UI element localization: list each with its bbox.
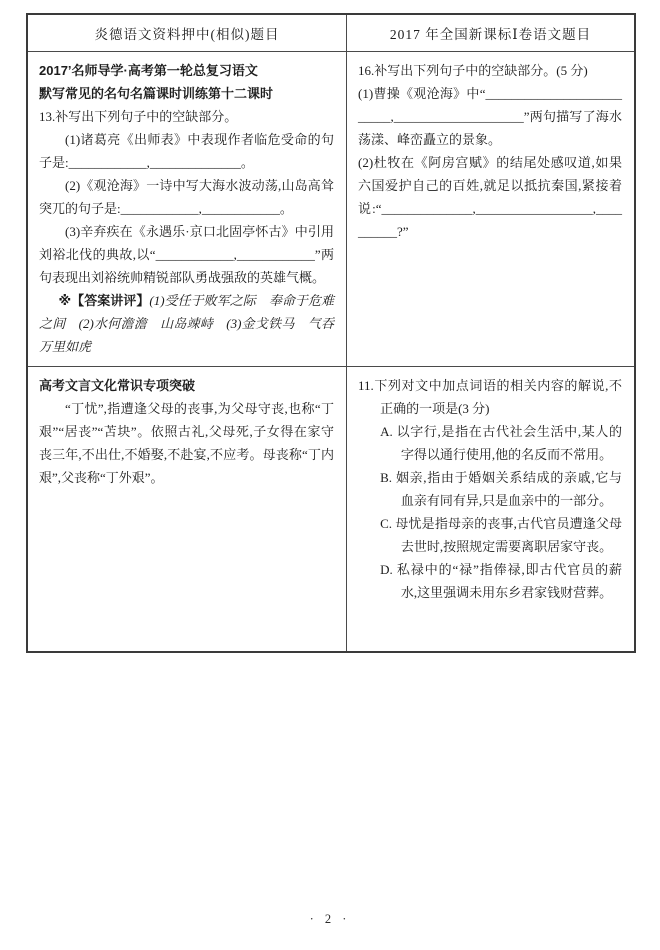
header-cell-left: [28, 15, 347, 51]
answer-commentary: [39, 289, 334, 358]
answer-commentary-text: (1)受任于败军之际 奉命于危难之间 (2)水何澹澹 山岛竦峙 (3)金戈铁马 气吞万里如虎: [39, 293, 334, 354]
option-a-letter: A.: [380, 424, 393, 439]
book-title-line2: 默写常见的名句名篇课时训练第十二课时: [39, 86, 274, 101]
culture-section-title: 高考文言文化常识专项突破: [39, 378, 196, 393]
option-c-text: 母忧是指母亲的丧事,古代官员遭逢父母去世时,按照规定需要离职居家守丧。: [395, 516, 622, 554]
option-b-letter: B.: [380, 470, 393, 485]
option-c-letter: C.: [380, 516, 393, 531]
question-11-stem: 11.下列对文中加点词语的相关内容的解说,不正确的一项是(3 分): [358, 378, 622, 416]
table-header-row: [28, 15, 634, 51]
question-16-item-2: (2)杜牧在《阿房宫赋》的结尾处感叹道,如果六国爱护自己的百姓,就足以抵抗秦国,紧接着说:“______________,__________________,__________?”: [358, 155, 622, 239]
question-16-item-1: (1)曹操《观沧海》中“__________________________,____________________”两句描写了海水荡漾、峰峦矗立的景象。: [358, 86, 622, 147]
cell-dictation-right: [347, 52, 634, 366]
question-11-option-a: [380, 420, 622, 466]
question-13-stem: 13.补写出下列句子中的空缺部分。: [39, 109, 238, 124]
header-left-title: 炎德语文资料押中(相似)题目: [94, 27, 280, 42]
cell-dictation-left: [28, 52, 347, 366]
option-b-text: 姻亲,指由于婚姻关系结成的亲戚,它与血亲有同有异,只是血亲中的一部分。: [395, 470, 622, 508]
question-13-item-1: (1)诸葛亮《出师表》中表现作者临危受命的句子是:____________,______________。: [39, 132, 334, 170]
header-right-title: 2017 年全国新课标Ⅰ卷语文题目: [389, 27, 592, 42]
option-a-text: 以字行,是指在古代社会生活中,某人的字得以通行使用,他的名反而不常用。: [396, 424, 622, 462]
question-13-item-3: (3)辛弃疾在《永遇乐·京口北固亭怀古》中引用刘裕北伐的典故,以“____________,____________”两句表现出刘裕统帅精锐部队勇战强敌的英雄气概。: [39, 224, 334, 285]
table-row-culture: [28, 366, 634, 651]
answer-commentary-label: ※【答案讲评】: [58, 293, 150, 308]
question-11-option-b: [380, 466, 622, 512]
cell-culture-left: [28, 367, 347, 651]
table-row-dictation: [28, 51, 634, 366]
option-d-letter: D.: [380, 562, 393, 577]
question-16-stem: 16.补写出下列句子中的空缺部分。(5 分): [358, 63, 588, 78]
book-title-line1: 2017’名师导学·高考第一轮总复习语文: [39, 63, 258, 78]
question-11-option-d: [380, 558, 622, 604]
question-13-item-2: (2)《观沧海》一诗中写大海水波动荡,山岛高耸突兀的句子是:____________,____________。: [39, 178, 334, 216]
comparison-table: [26, 13, 636, 653]
header-cell-right: [347, 15, 634, 51]
option-d-text: 私禄中的“禄”指俸禄,即古代官员的薪水,这里强调未用东乡君家钱财营葬。: [396, 562, 622, 600]
cell-culture-right: [347, 367, 634, 651]
culture-section-body: “丁忧”,指遭逢父母的丧事,为父母守丧,也称“丁艰”“居丧”“苫块”。依照古礼,父母死,子女得在家守丧三年,不出仕,不婚娶,不赴宴,不应考。母丧称“丁内艰”,父丧称“丁外艰”。: [39, 401, 334, 485]
question-11-option-c: [380, 512, 622, 558]
page-number: · 2 ·: [309, 912, 351, 926]
